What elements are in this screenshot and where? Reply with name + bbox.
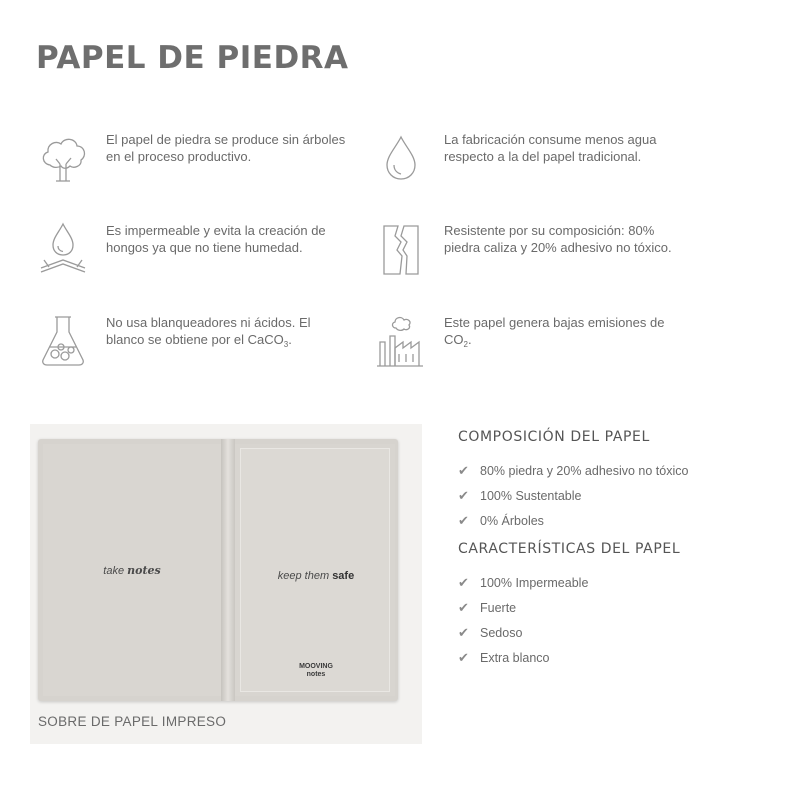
factory-icon — [374, 314, 428, 368]
keep-them-safe-print: keep them safe — [277, 570, 355, 582]
flask-icon — [36, 314, 90, 368]
take-notes-print: take notes — [103, 564, 161, 577]
feature-low-emissions — [374, 314, 674, 374]
feature-text: Este papel genera bajas emisiones de $CO_2$. — [444, 315, 665, 349]
checkmark-icon: ✔ — [458, 487, 469, 503]
feature-waterproof — [36, 222, 336, 282]
notebook-photo — [30, 424, 422, 744]
brand-logo: MOOVING notes — [299, 663, 333, 678]
list-item: ✔ Extra blanco — [458, 649, 550, 665]
page-title: PAPEL DE PIEDRA — [36, 40, 349, 76]
checkmark-icon: ✔ — [458, 574, 469, 590]
inner-pocket — [235, 444, 395, 696]
water-drop-icon — [374, 131, 428, 185]
feature-less-water — [374, 131, 674, 191]
list-item: ✔ Fuerte — [458, 599, 517, 615]
list-item: ✔ 80% piedra y 20% adhesivo no tóxico — [458, 462, 689, 478]
tree-icon — [36, 131, 90, 185]
feature-text: Resistente por su composición: 80% piedra caliza y 20% adhesivo no tóxico. — [444, 223, 672, 255]
feature-no-trees — [36, 131, 346, 191]
list-item: ✔ Sedoso — [458, 624, 523, 640]
list-item: ✔ 100% Impermeable — [458, 574, 589, 590]
feature-text: No usa blanqueadores ni ácidos. El blanco se obtiene por el CaCO$_3$. — [106, 315, 311, 349]
checkmark-icon: ✔ — [458, 462, 469, 478]
feature-resistant — [374, 222, 674, 282]
composition-list — [458, 458, 688, 533]
characteristics-title: CARACTERÍSTICAS DEL PAPEL — [458, 541, 681, 557]
list-item: ✔ 0% Árboles — [458, 512, 544, 528]
printed-envelope — [240, 448, 390, 692]
list-item: ✔ 100% Sustentable — [458, 487, 582, 503]
torn-paper-icon — [374, 222, 428, 276]
feature-text: Es impermeable y evita la creación de hongos ya que no tiene humedad. — [106, 223, 326, 255]
waterproof-icon — [36, 222, 90, 276]
checkmark-icon: ✔ — [458, 649, 469, 665]
checkmark-icon: ✔ — [458, 512, 469, 528]
notebook-spine — [221, 439, 235, 701]
composition-title: COMPOSICIÓN DEL PAPEL — [458, 429, 650, 445]
inner-cover-left — [43, 444, 221, 696]
characteristics-list — [458, 570, 588, 670]
open-notebook — [38, 439, 398, 701]
feature-no-bleach — [36, 314, 336, 374]
feature-text: El papel de piedra se produce sin árboles en el proceso productivo. — [106, 132, 346, 164]
feature-text: La fabricación consume menos agua respecto a la del papel tradicional. — [444, 132, 657, 164]
checkmark-icon: ✔ — [458, 624, 469, 640]
photo-caption: SOBRE DE PAPEL IMPRESO — [38, 714, 227, 729]
checkmark-icon: ✔ — [458, 599, 469, 615]
